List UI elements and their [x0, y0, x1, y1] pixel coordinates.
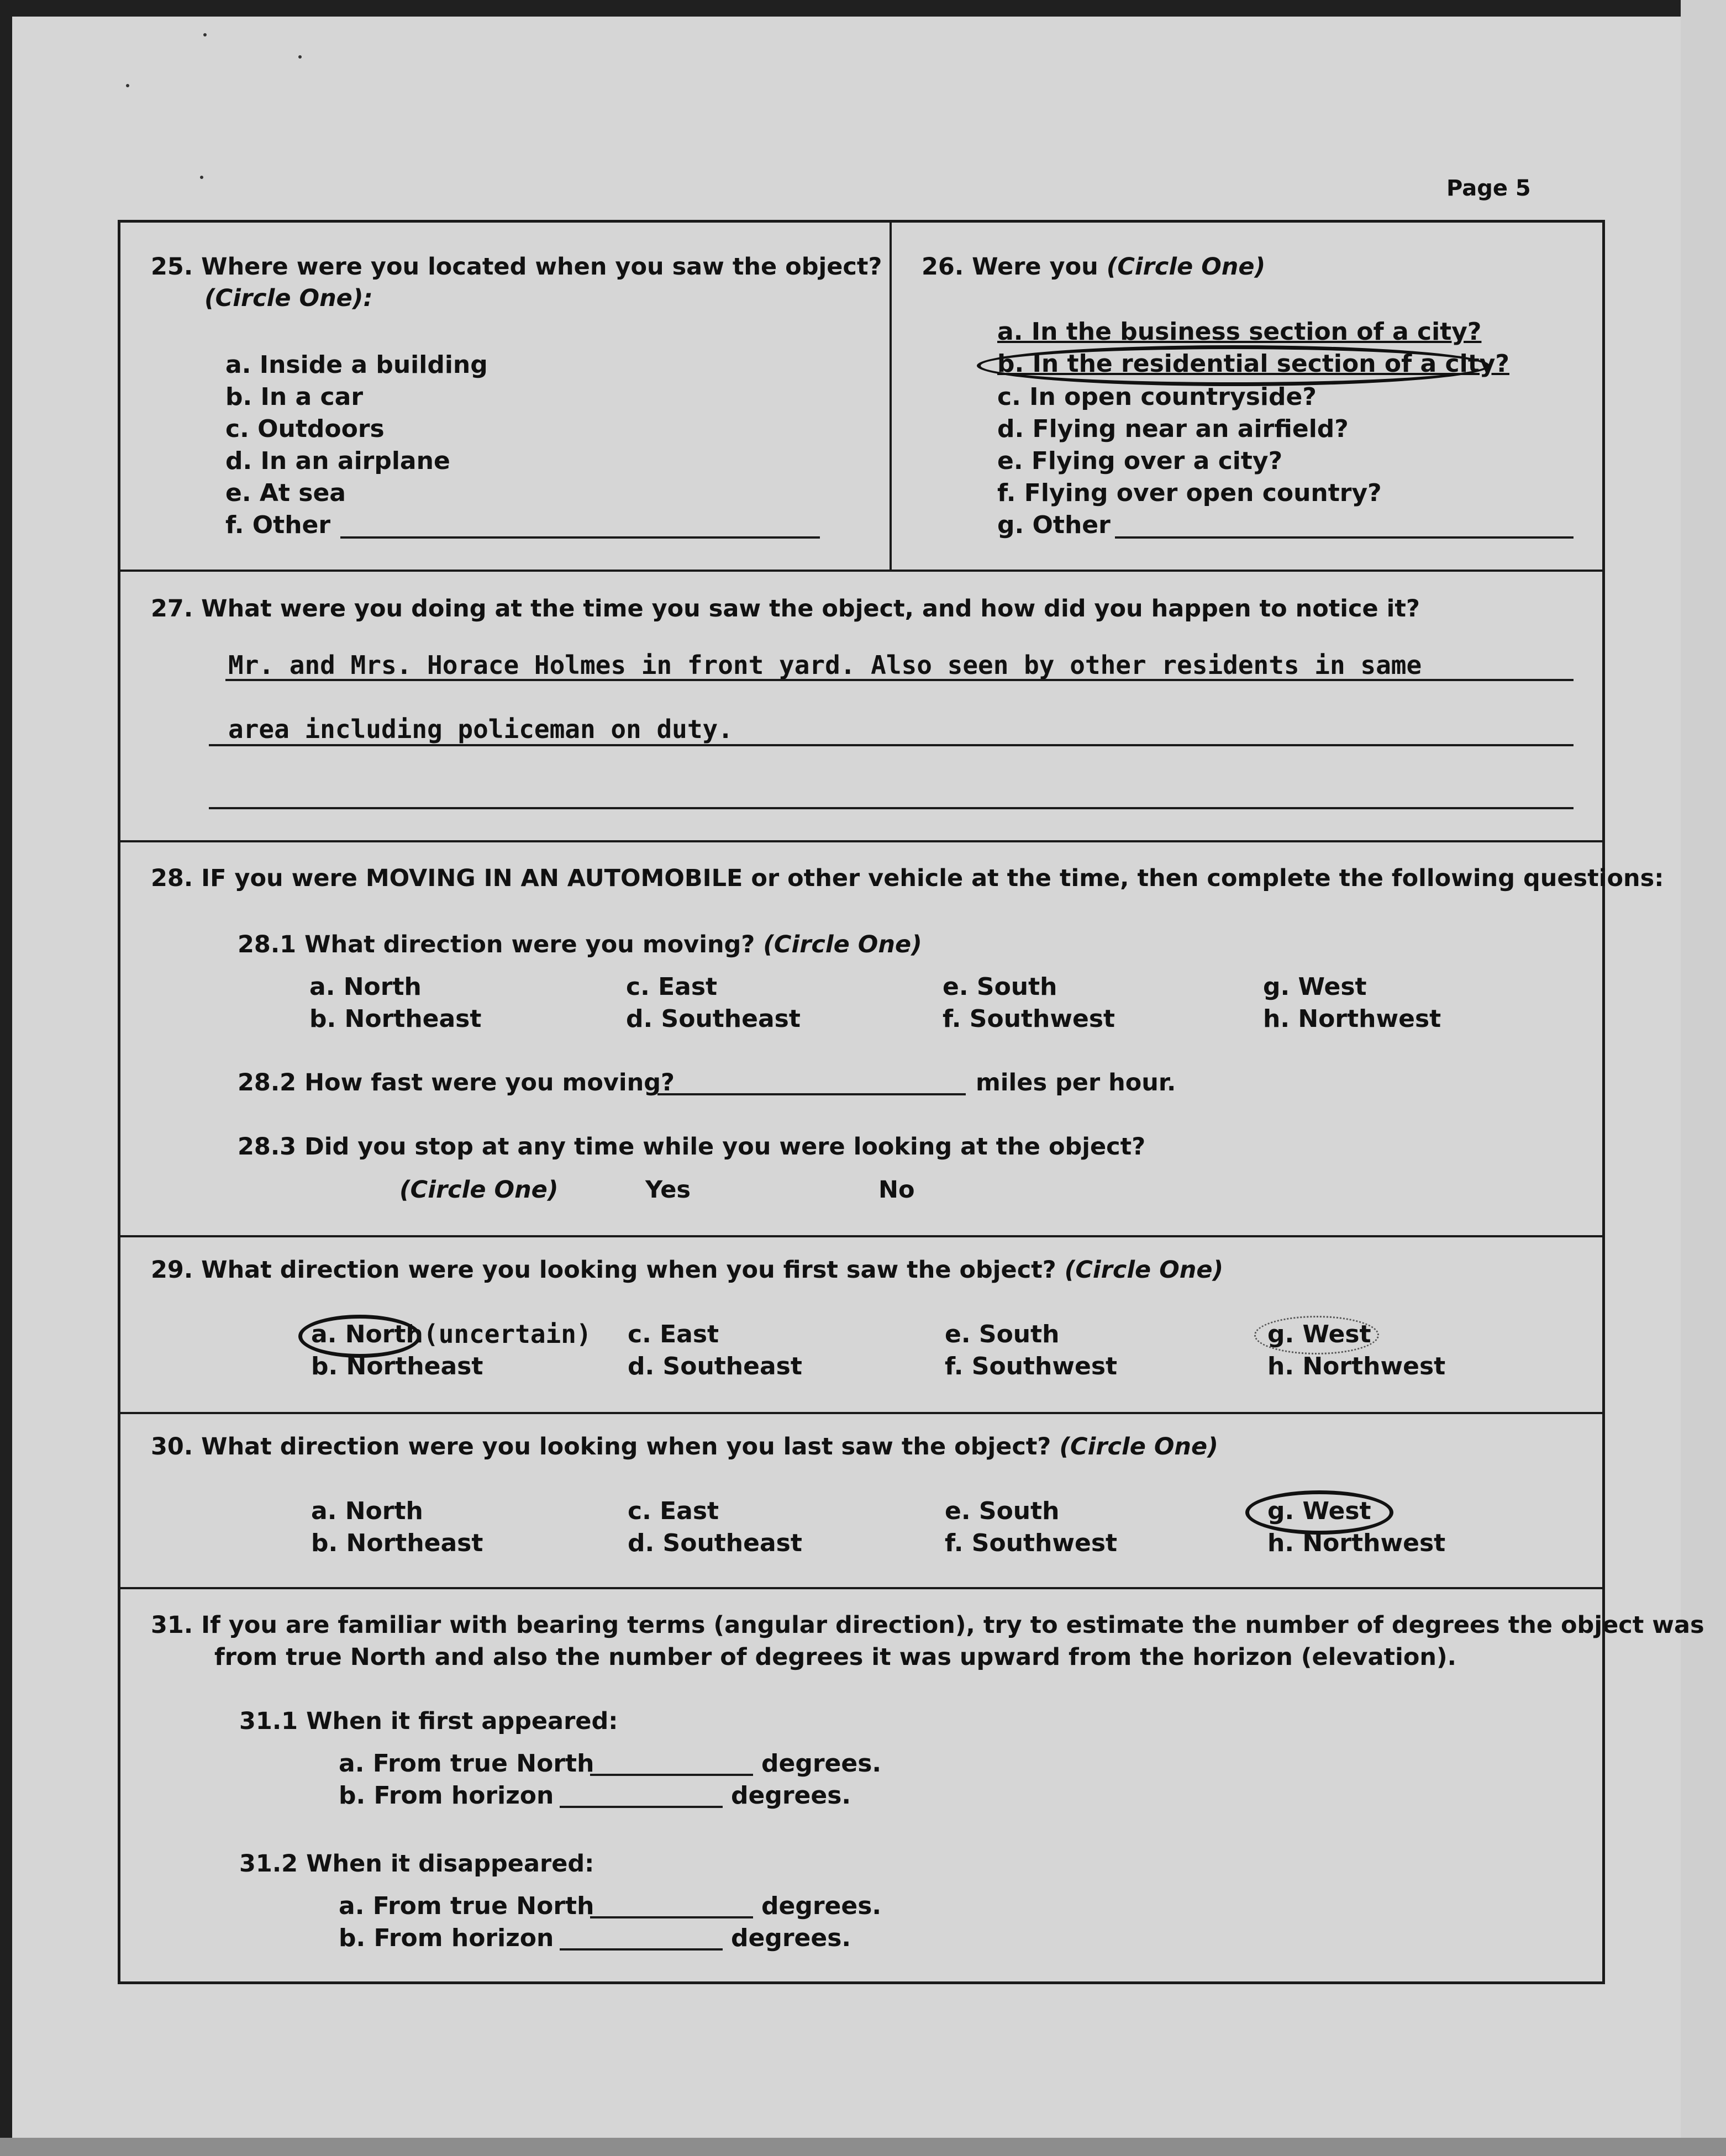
section-25-26 [120, 223, 1602, 572]
q28-3-no: No [878, 1176, 915, 1204]
q28-2-unit: miles per hour. [976, 1069, 1176, 1097]
q26-option-f: f. Flying over open country? [997, 479, 1382, 507]
q26-option-a: a. In the business section of a city? [997, 318, 1482, 346]
q29-southeast: d. Southeast [628, 1352, 802, 1380]
q31-2-b-label: b. From horizon [339, 1924, 554, 1952]
q29-east: c. East [628, 1320, 719, 1348]
q31-2-b-field[interactable] [560, 1948, 723, 1951]
q30-title: 30. What direction were you looking when you last saw the object? (Circle One) [151, 1433, 1218, 1461]
q31-2-b-unit: degrees. [731, 1924, 851, 1952]
q26-option-g: g. Other [997, 511, 1111, 539]
section-31 [120, 1589, 1704, 1981]
scan-speck [126, 84, 129, 87]
q25-other-field[interactable] [340, 536, 820, 539]
q30-west: g. West [1267, 1497, 1371, 1525]
q28-1-east: c. East [626, 973, 718, 1001]
scan-edge-right [1681, 0, 1726, 2156]
q27-answer-field-1[interactable] [225, 679, 1574, 681]
q31-text-line-1: 31. If you are familiar with bearing terms (angular direction), try to estimate the number of degrees the object was [151, 1611, 1704, 1639]
q29-south: e. South [945, 1320, 1060, 1348]
q30-southeast: d. Southeast [628, 1529, 802, 1557]
q28-title: 28. IF you were MOVING IN AN AUTOMOBILE or other vehicle at the time, then complete the following questions: [151, 864, 1664, 892]
scan-speck [203, 33, 207, 36]
q30-northeast: b. Northeast [311, 1529, 483, 1557]
q31-2-title: 31.2 When it disappeared: [239, 1850, 594, 1878]
q26-option-e: e. Flying over a city? [997, 447, 1283, 475]
q29-title: 29. What direction were you looking when you first saw the object? (Circle One) [151, 1256, 1224, 1284]
q28-2-speed-field[interactable] [657, 1093, 966, 1095]
q28-3-circle-one: (Circle One) [399, 1176, 559, 1204]
q29-southwest: f. Southwest [945, 1352, 1118, 1380]
q28-1-southeast: d. Southeast [626, 1005, 801, 1033]
q25-option-b: b. In a car [225, 383, 364, 411]
q27-answer-field-2[interactable] [209, 744, 1574, 746]
q26-option-d: d. Flying near an airfield? [997, 415, 1349, 443]
section-29 [120, 1237, 1602, 1414]
q31-2-a-unit: degrees. [761, 1892, 882, 1920]
page-number: Page 5 [1446, 176, 1531, 201]
q26-other-field[interactable] [1115, 536, 1574, 539]
q31-2-a-label: a. From true North [339, 1892, 594, 1920]
q30-south: e. South [945, 1497, 1060, 1525]
q26-title: 26. Were you (Circle One) [922, 253, 1266, 281]
q31-1-a-field[interactable] [590, 1774, 753, 1776]
q30-answer-circle [1245, 1490, 1393, 1535]
q25-circle-one: (Circle One): [204, 284, 373, 312]
q28-1-title: 28.1 What direction were you moving? (Circle One) [238, 931, 922, 958]
q25-option-e: e. At sea [225, 479, 346, 507]
q28-1-north: a. North [309, 973, 422, 1001]
q26-answer-circle [977, 345, 1490, 386]
q31-1-a-label: a. From true North [339, 1749, 594, 1778]
questionnaire-form [118, 220, 1704, 1984]
q28-1-northwest: h. Northwest [1263, 1005, 1441, 1033]
q30-southwest: f. Southwest [945, 1529, 1118, 1557]
section-27 [120, 572, 1602, 842]
q26-option-c: c. In open countryside? [997, 383, 1317, 411]
q28-1-northeast: b. Northeast [309, 1005, 482, 1033]
q30-north: a. North [311, 1497, 423, 1525]
section-28 [120, 842, 1664, 1237]
q27-answer-line-1: Mr. and Mrs. Horace Holmes in front yard. Also seen by other residents in same [228, 650, 1422, 680]
q25-option-c: c. Outdoors [225, 415, 385, 443]
q31-1-b-label: b. From horizon [339, 1781, 554, 1810]
q28-3-title: 28.3 Did you stop at any time while you were looking at the object? [238, 1133, 1146, 1161]
q25-title: 25. Where were you located when you saw the object? [151, 253, 882, 281]
q28-3-yes: Yes [645, 1176, 691, 1204]
q28-1-south: e. South [943, 973, 1057, 1001]
q29-north: a. North [311, 1320, 423, 1348]
q29-west: g. West [1267, 1320, 1371, 1348]
q31-1-a-unit: degrees. [761, 1749, 882, 1778]
q31-2-a-field[interactable] [590, 1916, 753, 1918]
q30-northwest: h. Northwest [1267, 1529, 1446, 1557]
q29-northwest: h. Northwest [1267, 1352, 1446, 1380]
q27-answer-line-2: area including policeman on duty. [228, 714, 733, 744]
q25-option-d: d. In an airplane [225, 447, 450, 475]
q31-1-b-field[interactable] [560, 1806, 723, 1808]
scan-speck [298, 55, 302, 59]
q27-answer-field-3[interactable] [209, 807, 1574, 809]
q29-northeast: b. Northeast [311, 1352, 483, 1380]
q28-1-west: g. West [1263, 973, 1367, 1001]
q31-text-line-2: from true North and also the number of degrees it was upward from the horizon (elevation). [214, 1643, 1456, 1671]
q31-1-b-unit: degrees. [731, 1781, 851, 1810]
q29-answer-circle [298, 1315, 421, 1358]
section-30 [120, 1414, 1602, 1589]
scan-speck [200, 176, 203, 179]
q25-option-f: f. Other [225, 511, 331, 539]
q27-title: 27. What were you doing at the time you saw the object, and how did you happen to notice it? [151, 595, 1420, 623]
column-divider [890, 223, 892, 572]
q29-uncertain-note: (uncertain) [423, 1319, 592, 1349]
q28-1-southwest: f. Southwest [943, 1005, 1115, 1033]
q26-option-b: b. In the residential section of a city? [997, 350, 1509, 378]
q30-east: c. East [628, 1497, 719, 1525]
q29-erased-circle [1254, 1316, 1379, 1354]
scan-edge-bottom [0, 2138, 1726, 2156]
q25-option-a: a. Inside a building [225, 351, 488, 379]
q28-2-title: 28.2 How fast were you moving? [238, 1069, 675, 1097]
q31-1-title: 31.1 When it first appeared: [239, 1707, 618, 1735]
